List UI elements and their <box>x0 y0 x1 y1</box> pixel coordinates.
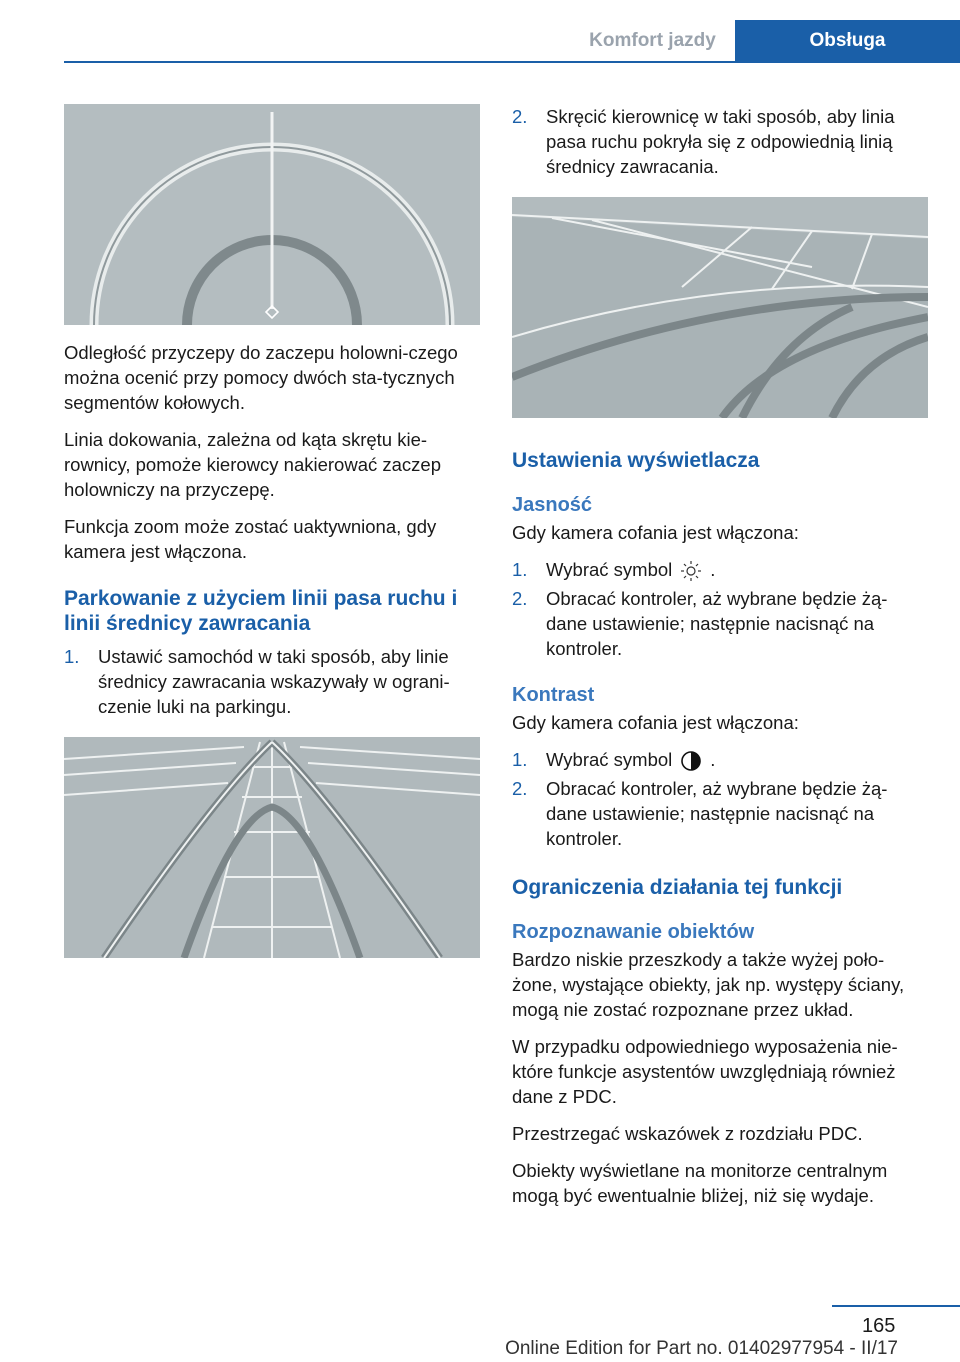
paragraph-zoom: Funkcja zoom może zostać uaktywniona, gdy kamera jest włączona. <box>64 516 437 562</box>
parking-steps-list-cont <box>512 104 928 179</box>
sun-icon <box>680 560 702 582</box>
step-text-end: . <box>710 559 716 580</box>
contrast-steps-list <box>512 747 928 851</box>
brightness-steps-list <box>512 557 928 661</box>
step-number: 2. <box>512 588 528 610</box>
list-item <box>512 776 928 851</box>
step-text: Obracać kontroler, aż wybrane będzie żą‐dane ustawienie; następnie nacisnąć na kontroler. <box>546 588 888 660</box>
brightness-intro: Gdy kamera cofania jest włączona: <box>512 522 799 543</box>
paragraph-trailer-distance: Odległość przyczepy do zaczepu holowni‐czego można ocenić przy pomocy dwóch sta‐tycznych segmentów kołowych. <box>64 342 458 413</box>
step-number: 2. <box>512 778 528 800</box>
paragraph-pdc-notes: Przestrzegać wskazówek z rozdziału PDC. <box>512 1123 863 1145</box>
edition-note: Online Edition for Part no. 01402977954 - II/17 <box>505 1338 898 1359</box>
step-number: 1. <box>512 559 528 580</box>
header-tabs <box>570 20 960 62</box>
step-number: 1. <box>64 646 80 667</box>
step-number: 2. <box>512 106 528 127</box>
step-text: Ustawić samochód w taki sposób, aby linie średnicy zawracania wskazywały w ograni‐czenie luki na parkingu. <box>98 646 450 717</box>
list-item <box>512 747 928 772</box>
header-rule <box>64 61 960 63</box>
step-text: Wybrać symbol <box>546 749 673 771</box>
heading-parking-lines: Parkowanie z użyciem linii pasa ruchu i linii średnicy zawracania <box>64 587 458 635</box>
heading-contrast: Kontrast <box>512 684 595 707</box>
step-text: Wybrać symbol <box>546 559 673 580</box>
paragraph-docking-line: Linia dokowania, zależna od kąta skrętu kie‐rownicy, pomoże kierowcy nakierować zaczep holowniczy na przyczepę. <box>64 429 442 500</box>
contrast-intro: Gdy kamera cofania jest włączona: <box>512 712 799 734</box>
parking-steps-list <box>64 644 480 719</box>
lane-lines-camera-image <box>512 197 928 418</box>
paragraph-pdc-data: W przypadku odpowiedniego wyposażenia nie‐które funkcje asystentów uwzględniają również dane z PDC. <box>512 1036 898 1108</box>
step-text: Obracać kontroler, aż wybrane będzie żą‐dane ustawienie; następnie nacisnąć na kontroler. <box>546 778 888 850</box>
list-item <box>64 644 480 719</box>
heading-function-limits: Ograniczenia działania tej funkcji <box>512 876 843 900</box>
step-number: 1. <box>512 749 528 771</box>
heading-display-settings: Ustawienia wyświetlacza <box>512 449 760 472</box>
page-number: 165 <box>862 1315 896 1337</box>
step-text-end: . <box>710 749 716 771</box>
tab-obsluga[interactable]: Obsługa <box>735 20 960 62</box>
list-item <box>512 104 928 179</box>
left-column <box>64 104 480 958</box>
contrast-icon <box>680 750 702 772</box>
paragraph-objects-closer: Obiekty wyświetlane na monitorze centralnym mogą być ewentualnie bliżej, niż się wydaje. <box>512 1160 888 1207</box>
step-text: Skręcić kierownicę w taki sposób, aby linia pasa ruchu pokryła się z odpowiednią linią średnicy zawracania. <box>546 106 895 177</box>
heading-brightness: Jasność <box>512 494 593 516</box>
trailer-hitch-camera-image <box>64 104 480 325</box>
paragraph-low-obstacles: Bardzo niskie przeszkody a także wyżej poło‐żone, wystające obiekty, jak np. występy ściany, mogą nie zostać rozpoznane przez układ. <box>512 949 905 1021</box>
tab-komfort-jazdy[interactable]: Komfort jazdy <box>589 30 716 51</box>
footer-rule <box>832 1305 960 1307</box>
list-item <box>512 586 928 661</box>
right-column <box>512 104 928 1220</box>
heading-object-detection: Rozpoznawanie obiektów <box>512 921 755 944</box>
list-item <box>512 557 928 582</box>
turning-lines-camera-image <box>64 737 480 958</box>
